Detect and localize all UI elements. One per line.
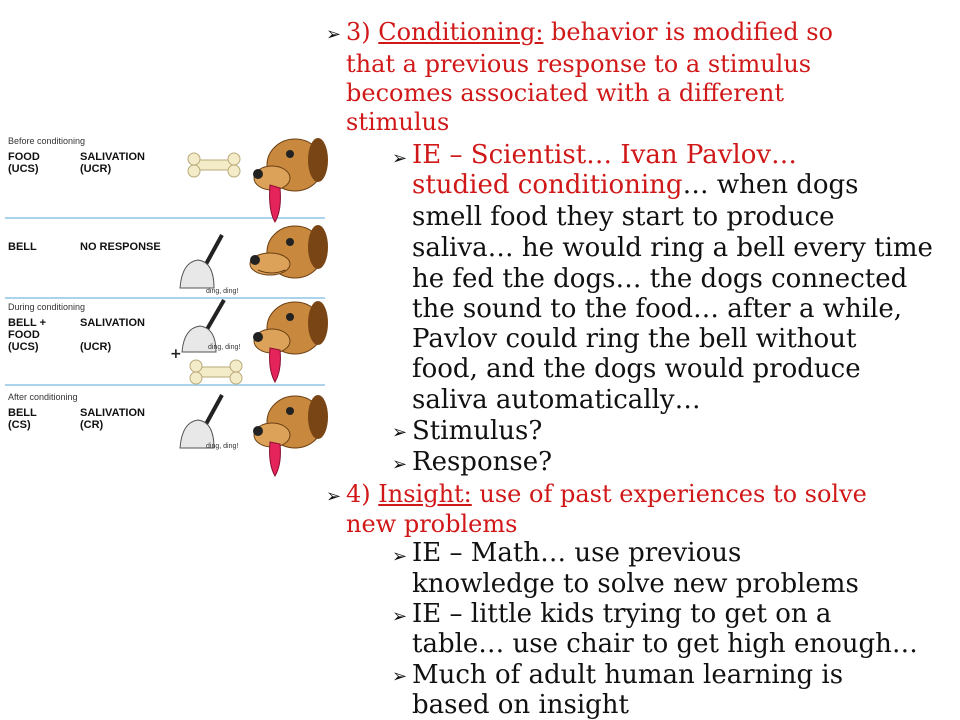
arrow-bullet-icon: ➢	[392, 546, 408, 567]
pavlov-example-line-8: food, and the dogs would produce	[412, 354, 861, 384]
stimulus-question: Stimulus?	[412, 416, 543, 446]
arrow-bullet-icon: ➢	[392, 666, 408, 687]
dog-salivating-icon	[253, 301, 328, 382]
bullet-3-line-3: becomes associated with a different	[346, 79, 784, 107]
pavlov-example-line-3: smell food they start to produce	[412, 202, 835, 232]
label-ucr-2: (UCR)	[80, 341, 112, 353]
arrow-bullet-icon: ➢	[326, 486, 342, 507]
ding-text: ding, ding!	[206, 288, 239, 295]
dog-salivating-icon	[253, 395, 328, 476]
arrow-bullet-icon: ➢	[392, 422, 408, 443]
label-ucr: (UCR)	[80, 163, 112, 175]
pavlov-example-line-1: IE – Scientist… Ivan Pavlov…	[412, 140, 798, 170]
pavlov-diagram	[0, 130, 330, 480]
ding-text: ding, ding!	[206, 443, 239, 450]
adult-learning-line-2: based on insight	[412, 690, 630, 720]
kids-example-line-1: IE – little kids trying to get on a	[412, 599, 832, 629]
math-example-line-2: knowledge to solve new problems	[412, 569, 859, 599]
math-example-line-1: IE – Math… use previous	[412, 538, 742, 568]
adult-learning-line-1: Much of adult human learning is	[412, 660, 844, 690]
bullet-4-number: 4)	[346, 480, 371, 508]
label-cs: (CS)	[8, 419, 31, 431]
bullet-4-line-1	[346, 480, 867, 508]
bell-icon	[180, 235, 238, 295]
label-after: After conditioning	[8, 392, 78, 402]
bullet-3-number: 3)	[346, 18, 371, 46]
bullet-3-text: behavior is modified so	[551, 18, 833, 46]
label-bell-plus: BELL +	[8, 317, 47, 329]
kids-example-line-2: table… use chair to get high enough…	[412, 629, 918, 659]
pavlov-illustration	[0, 130, 330, 480]
label-ucs-2: (UCS)	[8, 341, 39, 353]
dog-neutral-icon	[250, 225, 328, 278]
pavlov-example-line-9: saliva automatically…	[412, 385, 701, 415]
label-food-2: FOOD	[8, 329, 40, 341]
insight-term: Insight:	[378, 480, 472, 508]
ding-text: ding, ding!	[208, 344, 241, 351]
bone-icon	[190, 360, 242, 384]
bullet-4-line-2: new problems	[346, 510, 518, 538]
label-bell: BELL	[8, 241, 37, 253]
bone-icon	[188, 153, 240, 177]
pavlov-example-line-7: Pavlov could ring the bell without	[412, 324, 857, 354]
label-salivation: SALIVATION	[80, 151, 145, 163]
label-salivation-2: SALIVATION	[80, 317, 145, 329]
arrow-bullet-icon: ➢	[392, 148, 408, 169]
pavlov-example-line-2	[412, 170, 859, 200]
when-dogs-text: … when dogs	[682, 170, 859, 200]
bullet-3-line-2: that a previous response to a stimulus	[346, 50, 812, 78]
label-no-response: NO RESPONSE	[80, 241, 161, 253]
label-during: During conditioning	[8, 302, 86, 312]
label-cr: (CR)	[80, 419, 104, 431]
dog-salivating-icon	[253, 138, 328, 222]
arrow-bullet-icon: ➢	[392, 606, 408, 627]
bell-icon	[182, 300, 240, 352]
pavlov-example-line-6: the sound to the food… after a while,	[412, 294, 902, 324]
pavlov-example-line-4: saliva… he would ring a bell every time	[412, 233, 933, 263]
studied-conditioning-text: studied conditioning	[412, 170, 683, 200]
label-bell-cs: BELL	[8, 407, 37, 419]
response-question: Response?	[412, 447, 553, 477]
label-ucs: (UCS)	[8, 163, 39, 175]
bullet-4-text: use of past experiences to solve	[479, 480, 867, 508]
label-salivation-3: SALIVATION	[80, 407, 145, 419]
bell-icon	[180, 395, 238, 450]
plus-icon: +	[170, 346, 182, 362]
bullet-3-line-1	[346, 18, 833, 46]
arrow-bullet-icon: ➢	[326, 24, 342, 45]
conditioning-term: Conditioning:	[378, 18, 544, 46]
pavlov-example-line-5: he fed the dogs… the dogs connected	[412, 264, 908, 294]
bullet-3-line-4: stimulus	[346, 108, 450, 136]
arrow-bullet-icon: ➢	[392, 454, 408, 475]
label-food: FOOD	[8, 151, 40, 163]
label-before: Before conditioning	[8, 136, 86, 146]
